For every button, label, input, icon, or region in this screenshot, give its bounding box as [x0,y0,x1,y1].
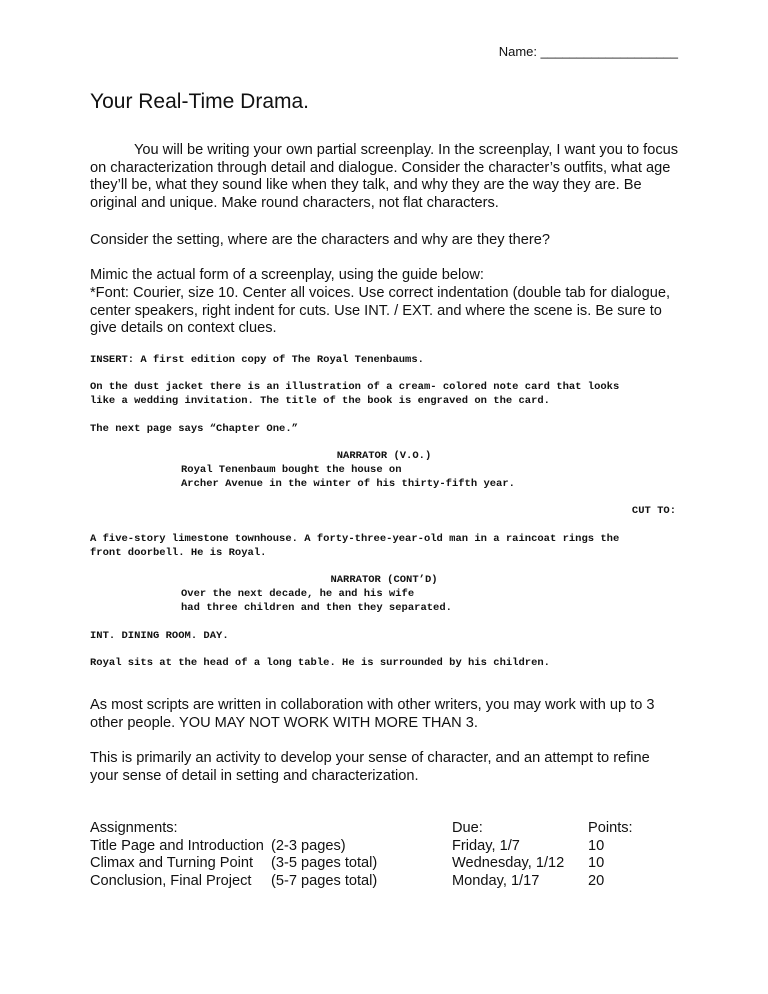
assignment-points: 10 [588,855,605,871]
page-title: Your Real-Time Drama. [90,90,310,113]
script-speaker-narrator-contd: NARRATOR (CONT’D) [330,574,438,586]
font-instruction: *Font: Courier, size 10. Center all voices. Use correct indentation (double tab for dialogue, center speakers, right indent for cuts. Use INT. / EXT. and where the scene is. Be sure to give details on context clues. [90,285,671,336]
name-line: Name: ___________________ [498,44,678,59]
assignment-due: Monday, 1/17 [452,872,540,889]
script-dust-jacket: On the dust jacket there is an illustration of a cream- colored note card that looks like a wedding invitation. The title of the book is engraved on the card. [90,381,620,407]
due-header: Due: [452,820,483,836]
intro-paragraph: You will be writing your own partial screenplay. In the screenplay, I want you to focus on characterization through detail and dialogue. Consider the character’s outfits, what age they’ll be, what they sound like when they talk, and why they are the way they are. Be original and unique. Make round characters, not flat characters. [90,142,679,211]
script-townhouse: A five-story limestone townhouse. A forty-three-year-old man in a raincoat rings the front doorbell. He is Royal. [90,533,620,559]
assignment-pages: (2-3 pages) [271,837,346,854]
script-dialogue-2: Over the next decade, he and his wife had three children and then they separated. [181,588,452,614]
assignment-name: Conclusion, Final Project [90,872,252,889]
assignments-header-row [90,820,633,838]
assignment-due: Wednesday, 1/12 [452,855,565,871]
table-row [90,838,633,856]
collaboration-paragraph: As most scripts are written in collaboration with other writers, you may work with up to 3 other people. YOU MAY NOT WORK WITH MORE THAN 3. [90,697,655,731]
assignment-pages: (5-7 pages total) [271,872,378,889]
assignment-name: Climax and Turning Point [90,855,254,871]
script-cut-to: CUT TO: [631,505,676,517]
table-row [90,873,633,891]
assignment-points: 20 [588,872,605,889]
assignment-pages: (3-5 pages total) [271,855,378,871]
script-next-page: The next page says “Chapter One.” [90,423,298,435]
script-royal-sits: Royal sits at the head of a long table. He is surrounded by his children. [90,657,550,669]
table-row [90,855,633,873]
assignment-due: Friday, 1/7 [452,837,520,854]
setting-paragraph: Consider the setting, where are the characters and why are they there? [90,232,550,248]
assignments-table [90,820,633,890]
points-header: Points: [588,820,633,836]
script-insert: INSERT: A first edition copy of The Royal Tenenbaums. [90,354,424,366]
script-dialogue-1: Royal Tenenbaum bought the house on Archer Avenue in the winter of his thirty-fifth year. [181,464,515,490]
assignment-name: Title Page and Introduction [90,837,264,854]
script-speaker-narrator-vo: NARRATOR (V.O.) [336,450,432,462]
assignments-header: Assignments: [90,820,178,836]
form-instruction: Mimic the actual form of a screenplay, using the guide below: [90,267,484,283]
purpose-paragraph: This is primarily an activity to develop your sense of character, and an attempt to refine your sense of detail in setting and characterization. [90,750,650,784]
script-scene-heading: INT. DINING ROOM. DAY. [90,630,229,642]
assignment-points: 10 [588,837,605,854]
